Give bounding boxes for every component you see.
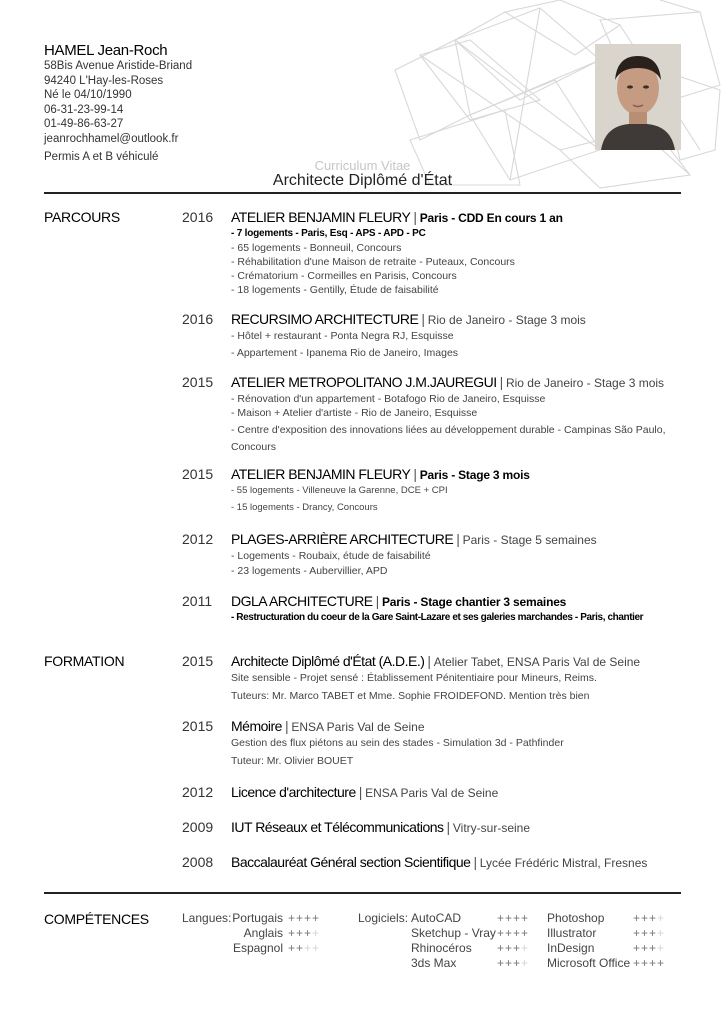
skill-name: AutoCAD <box>411 911 462 925</box>
level-mark: + <box>649 941 658 955</box>
separator: | <box>375 593 379 609</box>
level-mark: + <box>312 926 321 940</box>
level-mark: + <box>505 911 514 925</box>
candidate-name: HAMEL Jean-Roch <box>44 42 168 59</box>
formation-entry <box>231 819 701 837</box>
separator: | <box>456 531 460 547</box>
skill-name: 3ds Max <box>411 956 457 970</box>
city-line: 94240 L'Hay-les-Roses <box>44 74 164 87</box>
entry-detail: - Restructuration du coeur de la Gare Saint-Lazare et ses galeries marchandes - Paris, chantier <box>231 612 644 623</box>
skill-level <box>288 911 320 925</box>
skill-level <box>497 911 529 925</box>
level-mark: + <box>505 941 514 955</box>
skill-level <box>633 956 665 970</box>
entry-title: ATELIER BENJAMIN FLEURY <box>231 209 411 225</box>
level-mark: + <box>296 941 305 955</box>
entry-detail: - 7 logements - Paris, Esq - APS - APD - PC <box>231 228 426 239</box>
entry-detail: - 23 logements - Aubervillier, APD <box>231 565 388 577</box>
level-mark: + <box>657 941 666 955</box>
entry-info: ENSA Paris Val de Seine <box>291 720 425 734</box>
cv-title: Architecte Diplômé d'État <box>272 172 453 189</box>
entry-detail: Gestion des flux piétons au sein des stades - Simulation 3d - Pathfinder <box>231 737 564 749</box>
email-address: jeanrochhamel@outlook.fr <box>44 132 179 145</box>
entry-title: Mémoire <box>231 718 282 734</box>
entry-detail: Tuteurs: Mr. Marco TABET et Mme. Sophie FROIDEFOND. Mention très bien <box>231 690 590 702</box>
entry-year: 2008 <box>182 854 214 870</box>
skill-level <box>497 926 529 940</box>
header-divider <box>44 192 681 194</box>
level-mark: + <box>641 941 650 955</box>
level-mark: + <box>649 926 658 940</box>
skill-level <box>497 941 529 955</box>
entry-detail: - 55 logements - Villeneuve la Garenne, DCE + CPI <box>231 485 448 496</box>
entry-year: 2009 <box>182 819 214 835</box>
level-mark: + <box>497 926 506 940</box>
level-mark: + <box>649 956 658 970</box>
level-mark: + <box>521 911 530 925</box>
entry-title: ATELIER METROPOLITANO J.M.JAUREGUI <box>231 374 497 390</box>
entry-title: Architecte Diplômé d'État (A.D.E.) <box>231 653 425 669</box>
skill-name: Microsoft Office <box>547 956 631 970</box>
entry-year: 2016 <box>182 209 214 225</box>
phone-landline: 01-49-86-63-27 <box>44 118 124 130</box>
level-mark: + <box>304 941 313 955</box>
level-mark: + <box>505 926 514 940</box>
level-mark: + <box>296 911 305 925</box>
level-mark: + <box>633 956 642 970</box>
candidate-photo <box>595 44 681 150</box>
entry-info: Rio de Janeiro - Stage 3 mois <box>505 376 665 390</box>
level-mark: + <box>296 926 305 940</box>
formation-entry <box>231 653 701 703</box>
level-mark: + <box>312 911 321 925</box>
level-mark: + <box>497 956 506 970</box>
skill-level <box>633 911 665 925</box>
entry-year: 2016 <box>182 311 214 327</box>
separator: | <box>284 718 289 734</box>
entry-detail: Concours <box>231 441 276 453</box>
level-mark: + <box>641 911 650 925</box>
section-competences: COMPÉTENCES <box>44 911 149 927</box>
level-mark: + <box>497 941 506 955</box>
separator: | <box>358 784 363 800</box>
entry-info: Atelier Tabet, ENSA Paris Val de Seine <box>433 655 641 669</box>
parcours-entry <box>231 311 701 360</box>
parcours-entry <box>231 374 701 454</box>
parcours-entry <box>231 593 701 625</box>
entry-info: Paris - CDD En cours 1 an <box>419 211 563 225</box>
skill-level <box>288 926 320 940</box>
skill-level <box>633 926 665 940</box>
cv-subtitle: Curriculum Vitae <box>314 158 411 173</box>
level-mark: + <box>288 911 297 925</box>
skill-name: InDesign <box>547 941 595 955</box>
skill-name: Sketchup - Vray <box>411 926 496 940</box>
entry-title: PLAGES-ARRIÈRE ARCHITECTURE <box>231 531 454 547</box>
level-mark: + <box>657 911 666 925</box>
entry-detail: - Logements - Roubaix, étude de faisabilité <box>231 550 431 562</box>
parcours-entry <box>231 466 701 515</box>
entry-info: Lycée Frédéric Mistral, Fresnes <box>479 856 648 870</box>
entry-year: 2015 <box>182 466 214 482</box>
entry-info: Paris - Stage 3 mois <box>419 468 530 482</box>
separator: | <box>427 653 431 669</box>
skill-name: Photoshop <box>547 911 605 925</box>
separator: | <box>473 854 477 870</box>
entry-title: IUT Réseaux et Télécommunications <box>231 819 444 835</box>
entry-detail: - 15 logements - Drancy, Concours <box>231 502 378 513</box>
entry-info: Paris - Stage chantier 3 semaines <box>381 595 567 609</box>
entry-year: 2015 <box>182 653 214 669</box>
entry-year: 2011 <box>182 593 213 609</box>
entry-detail: - Rénovation d'un appartement - Botafogo Rio de Janeiro, Esquisse <box>231 393 546 405</box>
competences-divider <box>44 892 681 894</box>
skill-name: Portugais <box>232 911 283 925</box>
logiciels-label: Logiciels: <box>358 911 409 925</box>
level-mark: + <box>288 926 297 940</box>
level-mark: + <box>641 926 650 940</box>
level-mark: + <box>513 956 522 970</box>
skill-level <box>288 941 320 955</box>
entry-detail: - Centre d'exposition des innovations liées au développement durable - Campinas São Paulo, <box>231 424 666 436</box>
level-mark: + <box>521 941 530 955</box>
level-mark: + <box>641 956 650 970</box>
formation-entry <box>231 784 701 802</box>
parcours-entry <box>231 531 701 578</box>
formation-entry <box>231 718 701 768</box>
langues-label: Langues: <box>182 911 232 925</box>
level-mark: + <box>312 941 321 955</box>
separator: | <box>499 374 503 390</box>
level-mark: + <box>513 926 522 940</box>
section-parcours: PARCOURS <box>44 209 120 225</box>
entry-detail: - Réhabilitation d'une Maison de retraite - Puteaux, Concours <box>231 256 515 268</box>
level-mark: + <box>633 926 642 940</box>
separator: | <box>413 209 417 225</box>
level-mark: + <box>497 911 506 925</box>
contact-block <box>44 42 192 163</box>
entry-info: ENSA Paris Val de Seine <box>365 786 499 800</box>
entry-year: 2015 <box>182 718 214 734</box>
separator: | <box>413 466 417 482</box>
skill-level <box>497 956 529 970</box>
level-mark: + <box>633 911 642 925</box>
skill-name: Espagnol <box>232 941 283 955</box>
phone-mobile: 06-31-23-99-14 <box>44 103 124 116</box>
entry-info: Vitry-sur-seine <box>452 821 531 835</box>
section-formation: FORMATION <box>44 653 125 669</box>
entry-title: Baccalauréat Général section Scientifique <box>231 854 471 870</box>
entry-title: DGLA ARCHITECTURE <box>231 593 373 609</box>
entry-detail: - Hôtel + restaurant - Ponta Negra RJ, Esquisse <box>231 330 454 342</box>
entry-detail: Tuteur: Mr. Olivier BOUET <box>231 755 354 767</box>
entry-detail: - 18 logements - Gentilly, Étude de faisabilité <box>231 284 439 296</box>
level-mark: + <box>304 926 313 940</box>
skill-name: Rhinocéros <box>411 941 472 955</box>
parcours-entry <box>231 209 701 297</box>
separator: | <box>446 819 450 835</box>
skill-name: Illustrator <box>547 926 597 940</box>
address-line: 58Bis Avenue Aristide-Briand <box>44 60 193 72</box>
entry-detail: - Crématorium - Cormeilles en Parisis, Concours <box>231 270 457 282</box>
entry-detail: - Appartement - Ipanema Rio de Janeiro, Images <box>231 347 459 359</box>
entry-year: 2012 <box>182 531 214 547</box>
level-mark: + <box>288 941 297 955</box>
entry-title: Licence d'architecture <box>231 784 356 800</box>
level-mark: + <box>513 941 522 955</box>
level-mark: + <box>304 911 313 925</box>
separator: | <box>421 311 425 327</box>
level-mark: + <box>513 911 522 925</box>
level-mark: + <box>633 941 642 955</box>
level-mark: + <box>521 926 530 940</box>
entry-year: 2015 <box>182 374 214 390</box>
driving-licence: Permis A et B véhiculé <box>44 151 159 163</box>
entry-title: ATELIER BENJAMIN FLEURY <box>231 466 411 482</box>
entry-title: RECURSIMO ARCHITECTURE <box>231 311 419 327</box>
level-mark: + <box>657 956 666 970</box>
entry-info: Paris - Stage 5 semaines <box>462 533 597 547</box>
birth-date: Né le 04/10/1990 <box>44 89 132 101</box>
entry-info: Rio de Janeiro - Stage 3 mois <box>427 313 586 327</box>
entry-detail: Site sensible - Projet sensé : Établissement Pénitentiaire pour Mineurs, Reims. <box>231 672 597 684</box>
level-mark: + <box>521 956 530 970</box>
level-mark: + <box>649 911 658 925</box>
entry-detail: - Maison + Atelier d'artiste - Rio de Janeiro, Esquisse <box>231 407 478 419</box>
skill-name: Anglais <box>243 926 283 940</box>
formation-entry <box>231 854 701 872</box>
entry-year: 2012 <box>182 784 214 800</box>
entry-detail: - 65 logements - Bonneuil, Concours <box>231 242 402 254</box>
level-mark: + <box>657 926 666 940</box>
level-mark: + <box>505 956 514 970</box>
skill-level <box>633 941 665 955</box>
